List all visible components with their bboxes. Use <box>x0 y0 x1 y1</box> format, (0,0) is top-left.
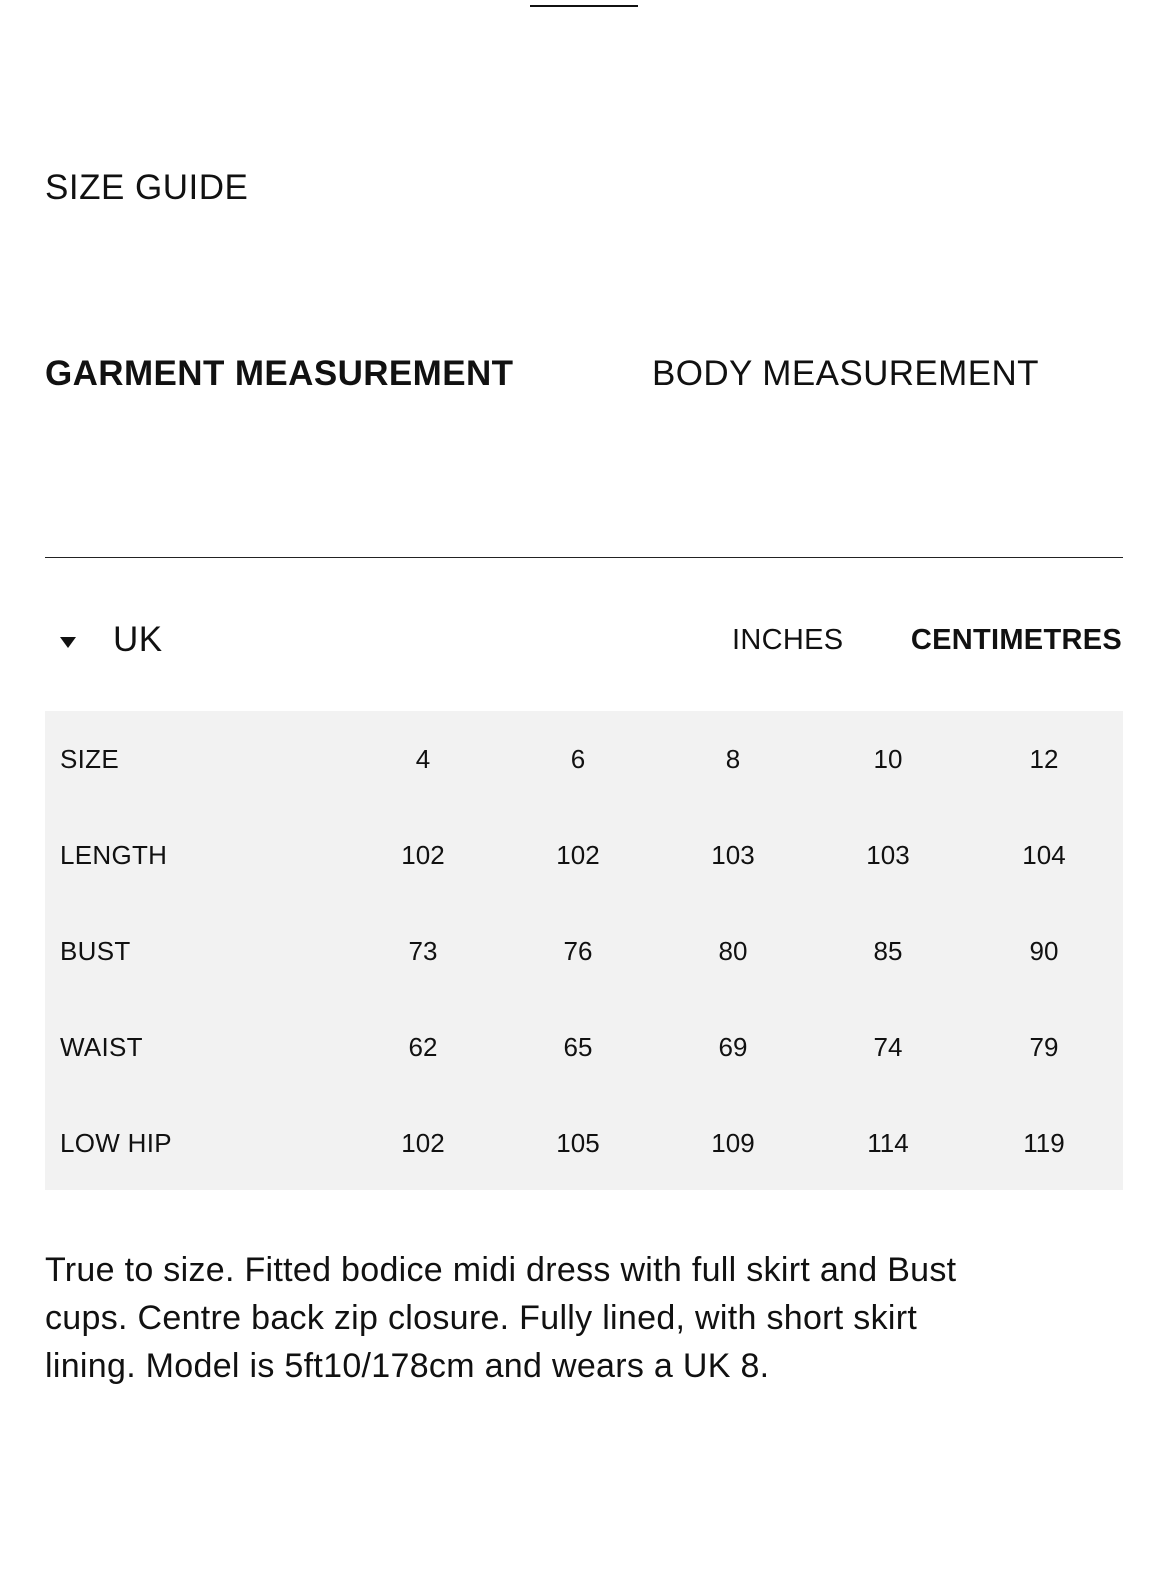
region-dropdown[interactable] <box>55 616 163 664</box>
table-row <box>45 807 1123 903</box>
table-row <box>45 903 1123 999</box>
row-label-size: SIZE <box>60 744 119 774</box>
region-label: UK <box>113 620 163 659</box>
row-label-length: LENGTH <box>60 840 168 870</box>
row-label-bust: BUST <box>60 936 131 966</box>
drag-handle[interactable] <box>530 5 638 7</box>
row-label-waist: WAIST <box>60 1032 143 1062</box>
measurement-tabs <box>45 350 1125 398</box>
table-cell: 8 <box>725 744 741 774</box>
table-cell: 80 <box>718 936 748 966</box>
table-row <box>45 1095 1123 1191</box>
table-cell: 4 <box>415 744 431 774</box>
table-cell: 114 <box>867 1128 909 1158</box>
table-row <box>45 711 1123 807</box>
table-cell: 79 <box>1029 1032 1059 1062</box>
table-cell: 104 <box>1022 840 1066 870</box>
row-label-low-hip: LOW HIP <box>60 1128 172 1158</box>
table-cell: 10 <box>873 744 903 774</box>
table-cell: 12 <box>1029 744 1059 774</box>
table-cell: 105 <box>556 1128 600 1158</box>
table-cell: 6 <box>570 744 586 774</box>
table-row <box>45 999 1123 1095</box>
page-title: SIZE GUIDE <box>45 168 249 207</box>
unit-toggle-inches[interactable]: INCHES <box>732 624 844 656</box>
table-cell: 119 <box>1023 1128 1065 1158</box>
fit-description: True to size. Fitted bodice midi dress with full skirt and Bust cups. Centre back zip closure. Fully lined, with short skirt lining. Model is 5ft10/178cm and wears a UK 8. <box>45 1251 957 1385</box>
table-cell: 85 <box>873 936 903 966</box>
table-cell: 102 <box>401 1128 445 1158</box>
table-cell: 103 <box>711 840 755 870</box>
table-cell: 65 <box>563 1032 593 1062</box>
table-cell: 76 <box>563 936 593 966</box>
caret-down-icon <box>60 637 76 648</box>
table-cell: 62 <box>408 1032 438 1062</box>
tab-body-measurement[interactable]: BODY MEASUREMENT <box>652 354 1039 393</box>
table-cell: 109 <box>711 1128 755 1158</box>
table-cell: 74 <box>873 1032 903 1062</box>
tab-garment-measurement[interactable]: GARMENT MEASUREMENT <box>45 354 514 393</box>
table-cell: 90 <box>1029 936 1059 966</box>
table-cell: 102 <box>401 840 445 870</box>
size-table <box>45 711 1123 1190</box>
divider <box>45 557 1123 558</box>
unit-toggle-centimetres[interactable]: CENTIMETRES <box>910 624 1122 656</box>
table-cell: 102 <box>556 840 600 870</box>
table-cell: 73 <box>408 936 438 966</box>
table-cell: 69 <box>718 1032 748 1062</box>
table-cell: 103 <box>866 840 910 870</box>
